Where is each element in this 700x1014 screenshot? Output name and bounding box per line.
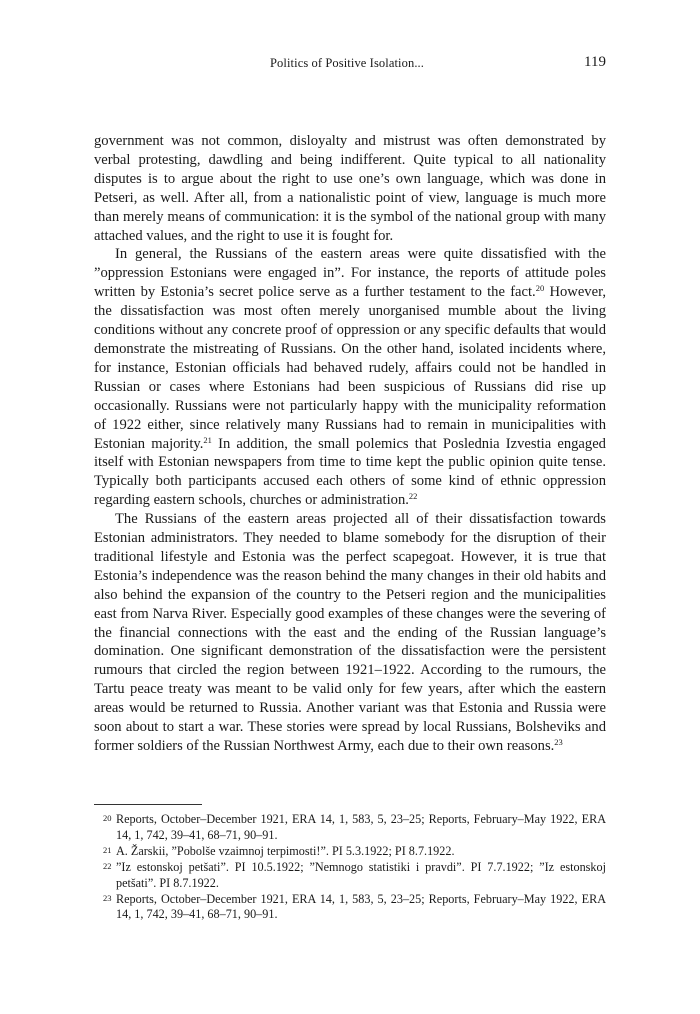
footnote-number: 22 (103, 860, 112, 871)
footnotes (94, 812, 606, 923)
footnote-number: 20 (103, 813, 112, 823)
footnote-text: Reports, October–December 1921, ERA 14, 1, 583, 5, 23–25; Reports, February–May 1922, ERA 14, 1, 742, 39–41, 68–71, 90–91. (116, 891, 606, 922)
running-title: Politics of Positive Isolation... (270, 56, 424, 70)
footnote-ref-21: 21 (203, 434, 212, 445)
footnote-20 (94, 812, 606, 844)
paragraph-2-text-a: In general, the Russians of the eastern areas were quite dissatisfied with the ”oppression Estonians were engaged in”. For instance, the reports of attitude poles written by Estonia’s secret police serve as a further testament to the fact. (94, 246, 606, 301)
page-number: 119 (584, 54, 606, 70)
footnote-21 (94, 844, 606, 860)
footnote-text: ”Iz estonskoj petšati”. PI 10.5.1922; ”Nemnogo statistiki i pravdi”. PI 7.7.1922; ”Iz estonskoj petšati”. PI 8.7.1922. (116, 859, 606, 890)
paragraph-3-text: The Russians of the eastern areas projected all of their dissatisfaction towards Estonian administrators. They needed to blame somebody for the disruption of their traditional lifestyle and Estonia was the perfect scapegoat. However, it is true that Estonia’s independence was the reason behind the many changes in their old habits and also behind the expansion of the country to the Petseri region and the municipalities east from Narva River. Especially good examples of these changes were the severing of the financial connections with the east and the ending of the Russian language’s domination. One significant demonstration of the dissatisfaction were the persistent rumours that circled the region between 1921–1922. According to the rumours, the Tartu peace treaty was meant to be valid only for few years, after which the eastern areas would be returned to Russia. Another variant was that Estonia and Russia were soon about to start a war. These stories were spread by local Russians, Bolsheviks and former soldiers of the Russian Northwest Army, each due to their own reasons. (94, 511, 606, 754)
footnote-23 (94, 892, 606, 924)
footnote-22 (94, 860, 606, 892)
footnote-text: Reports, October–December 1921, ERA 14, 1, 583, 5, 23–25; Reports, February–May 1922, ERA 14, 1, 742, 39–41, 68–71, 90–91. (116, 812, 606, 842)
footnote-text: A. Žarskii, ”Pobolše vzaimnoj terpimosti!”. PI 5.3.1922; PI 8.7.1922. (116, 843, 455, 858)
footnote-number: 21 (103, 844, 112, 855)
paragraph-3 (94, 510, 606, 756)
footnote-ref-23: 23 (554, 737, 563, 747)
footnote-divider (94, 804, 202, 805)
footnote-ref-20: 20 (535, 283, 545, 294)
paragraph-1: government was not common, disloyalty and mistrust was often demonstrated by verbal protesting, dawdling and being indifferent. Quite typical to all nationality disputes is to argue about the right to use one’s own language, which was done in Petseri, as well. After all, from a nationalistic point of view, language is much more than merely means of communication: it is the symbol of the national group with many attached values, and the right to use it is fought for. (94, 133, 606, 244)
footnote-ref-22: 22 (408, 491, 418, 502)
paragraph-2 (94, 245, 606, 510)
paragraph-2-text-b: However, the dissatisfaction was most often merely unorganised mumble about the living conditions without any concrete proof of oppression or any specific defaults that would demonstrate the mistreating of Russians. On the other hand, isolated incidents where, for instance, Estonian officials had behaved rudely, affairs could not be handled in Russian or cases where Estonians had been suspicious of Russians did rise up occasionally. Russians were not particularly happy with the municipality reformation of 1922 either, since relatively many Russians had to remain in municipalities with Estonian majority. (94, 284, 607, 452)
body-text (94, 132, 606, 756)
paragraph-2-text-c: In addition, the small polemics that Poslednia Izvestia engaged itself with Estonian newspapers from time to time kept the public opinion quite tense. Typically both participants accused each others of some kind of ethnic oppression regarding eastern schools, churches or administration. (94, 435, 606, 509)
running-header (270, 54, 606, 74)
footnote-number: 23 (103, 892, 112, 903)
